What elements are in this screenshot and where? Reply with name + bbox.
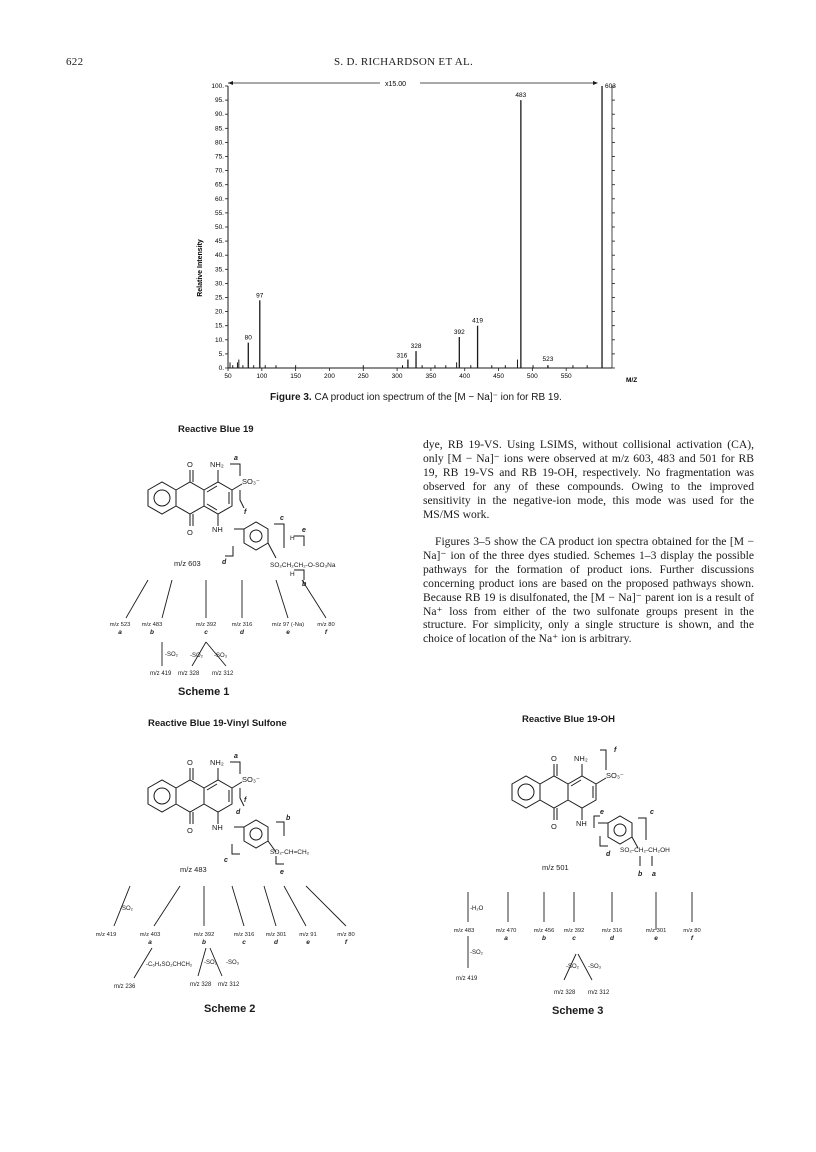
scheme3-nh: NH [576,819,587,828]
scheme1-secondary-1: m/z 419 [150,671,172,677]
scheme2-loss-so3: -SO₃ [226,960,240,966]
scheme2-tag-c: c [224,857,228,864]
scheme1-tag-e: e [302,527,306,534]
scheme3-product-mz: m/z 301 [645,928,667,934]
scheme2-product-tag: f [344,939,348,946]
scheme1-tag-c: c [280,515,284,522]
scheme2-product-mz: m/z 80 [337,932,355,938]
scheme1-carbonyl-top: O [187,460,193,469]
scheme3-secondary-1: m/z 419 [456,976,478,982]
y-tick-label: 75. [214,153,224,161]
y-tick-label: 0. [218,365,224,372]
y-tick-label: 70. [214,167,224,175]
scheme3-label: Scheme 3 [552,1005,604,1017]
y-tick-label: 10. [214,336,224,344]
y-tick-label: 20. [214,308,224,316]
scheme3-product-mz: m/z 456 [533,928,555,934]
scheme3-product-tag: d [610,935,614,942]
scheme1-tag-b: b [302,581,307,588]
scheme2-product-mz: m/z 301 [265,932,287,938]
scheme2-product-tag: a [148,939,152,946]
scheme1-diagram [90,440,420,700]
scheme2-nh2: NH₂ [210,758,224,767]
scheme2-product-tag: b [202,939,206,946]
scheme3-nh2: NH₂ [574,754,588,763]
scheme3-product-mz: m/z 316 [601,928,623,934]
y-tick-label: 5. [218,350,224,358]
scheme1-h-bottom: H [290,571,295,578]
scheme1-tag-f: f [244,509,247,516]
y-tick-label: 35. [214,266,224,274]
scheme3-product-tag: f [690,935,694,942]
scheme3-product-tag: e [654,935,658,942]
magnification-label: x15.00 [385,81,407,88]
scheme1-product-tag: f [324,629,328,636]
scheme3-tag-e: e [600,809,604,816]
scheme3-product-tag: b [542,935,546,942]
caption-label: Figure 3. [270,392,312,403]
scheme1-product-tag: a [118,629,122,636]
scheme3-carbonyl-top: O [551,754,557,763]
scheme3-product-mz: m/z 80 [683,928,701,934]
scheme2-secondary-1: m/z 236 [114,984,136,990]
magnification-bracket [228,81,598,88]
scheme1-product-mz: m/z 97 (-Na) [271,622,305,628]
scheme2-loss-so2-b: -SO₂ [204,960,217,966]
scheme3-product-mz: m/z 483 [453,928,475,934]
scheme3-product-tag: c [572,935,576,942]
spectrum-peak-label: 392 [453,328,465,336]
scheme2-nh: NH [212,823,223,832]
scheme2-title: Reactive Blue 19-Vinyl Sulfone [148,718,287,729]
x-tick-label: 50 [224,373,232,380]
scheme1-product-tag: e [286,629,290,636]
y-axis-label: Relative Intensity [197,239,204,297]
scheme2-side-chain: SO₂-CH=CH₂ [270,849,310,856]
scheme2-diagram [84,740,384,1010]
scheme2-tag-d: d [236,809,241,816]
scheme1-carbonyl-bottom: O [187,528,193,537]
spectrum-peak-label: 97 [256,292,264,300]
caption-text: CA product ion spectrum of the [M − Na]⁻ ion for RB 19. [314,392,562,403]
scheme1-loss-so3: -SO₃ [214,653,228,659]
scheme2-tag-b: b [286,815,291,822]
y-tick-label: 45. [214,238,224,246]
figure-caption [270,392,670,403]
scheme2-product-tag: c [242,939,246,946]
x-tick-label: 200 [324,373,335,380]
scheme2-parent: m/z 483 [180,865,207,874]
spectrum-peak-label: 603 [605,83,616,90]
y-tick-label: 100. [211,83,224,90]
spectrum-chart [180,76,650,388]
scheme2-secondary-2: m/z 328 [190,982,212,988]
scheme2-carbonyl-top: O [187,758,193,767]
scheme2-product-tag: d [274,939,278,946]
x-tick-label: 250 [357,373,369,380]
scheme1-product-mz: m/z 483 [141,622,163,628]
x-tick-label: 150 [290,373,302,380]
scheme2-so3: SO₃⁻ [242,775,260,784]
y-tick-label: 95. [214,97,224,105]
scheme1-label: Scheme 1 [178,686,230,698]
body-paragraph-2: Figures 3–5 show the CA product ion spectra obtained for the [M − Na]⁻ ion of the three dyes studied. Schemes 1–3 display the possible pathways for the formation of product ions. Further discussions concerning product ions are based on the proposed pathways shown. Because RB 19 is disulfonated, the [M − Na]⁻ parent ion is a result of Na⁺ loss from either of the two sulfonate groups present in the structure. For simplicity, only a single structure is shown, and the choice of location of the Na⁺ ion is arbitrary. [423,535,754,646]
scheme3-tag-c: c [650,809,654,816]
scheme1-loss-so2-b: -SO₂ [190,653,203,659]
scheme1-product-mz: m/z 392 [195,622,217,628]
mag-arrow-left [228,81,233,85]
scheme2-product-mz: m/z 403 [139,932,161,938]
scheme3-loss-so3: -SO₃ [588,964,602,970]
scheme3-carbonyl-bottom: O [551,822,557,831]
running-title: S. D. RICHARDSON ET AL. [334,56,474,68]
scheme1-tag-a: a [234,455,238,462]
mag-arrow-right [593,81,598,85]
body-paragraph-1: dye, RB 19-VS. Using LSIMS, without collisional activation (CA), only [M − Na]⁻ ions were observed at m/z 603, 483 and 501 for RB 19, RB 19-VS and RB 19-OH, respectively. No fragmentation was observed for any of these compounds. Owing to the improved sensitivity in the negative-ion mode, this mode was used for the MS/MS work. [423,438,754,521]
scheme2-secondary-3: m/z 312 [218,982,240,988]
x-tick-label: 400 [459,373,471,380]
scheme1-title: Reactive Blue 19 [178,424,254,435]
x-tick-label: 500 [526,373,538,380]
spectrum-peak-label: 316 [396,352,408,360]
scheme1-loss-so2: -SO₂ [165,652,178,658]
scheme3-parent: m/z 501 [542,863,569,872]
scheme3-tag-b: b [638,871,643,878]
scheme2-tag-f: f [244,797,247,804]
scheme2-carbonyl-bottom: O [187,826,193,835]
scheme2-product-mz: m/z 91 [299,932,317,938]
scheme1-nh: NH [212,525,223,534]
y-tick-label: 30. [214,280,224,288]
scheme3-title: Reactive Blue 19-OH [522,714,615,725]
scheme1-product-mz: m/z 316 [231,622,253,628]
y-tick-label: 55. [214,209,224,217]
y-tick-label: 50. [214,224,224,231]
scheme1-tag-d: d [222,559,227,566]
scheme3-product-mz: m/z 392 [563,928,585,934]
scheme3-tag-a: a [652,871,656,878]
y-tick-label: 40. [214,252,224,260]
page-number: 622 [66,56,84,68]
y-tick-label: 60. [214,195,224,203]
y-tick-label: 65. [214,181,224,189]
scheme2-product-mz: m/z 392 [193,932,215,938]
scheme3-loss-so2: -SO₂ [470,950,483,956]
x-tick-label: 100 [256,373,268,380]
figure-3 [180,76,650,393]
x-tick-label: 450 [493,373,504,380]
scheme3-loss-so2-b: -SO₂ [566,964,579,970]
scheme1-h-top: H [290,535,295,542]
y-tick-label: 15. [214,322,224,330]
scheme3-tag-f: f [614,747,617,754]
scheme1-product-tag: b [150,629,154,636]
scheme3-loss-h2o: -H₂O [470,906,484,912]
scheme3-so3: SO₃⁻ [606,771,624,780]
scheme1-product-mz: m/z 523 [109,622,131,628]
scheme1-so3: SO₃⁻ [242,477,260,486]
x-tick-label: 350 [425,373,437,380]
scheme2-tag-e: e [280,869,284,876]
spectrum-peak-label: 328 [410,343,422,351]
scheme3-product-tag: a [504,935,508,942]
scheme3-tag-d: d [606,851,611,858]
scheme3-product-mz: m/z 470 [495,928,517,934]
y-tick-label: 25. [214,294,224,302]
scheme1-product-tag: d [240,629,244,636]
scheme2-label: Scheme 2 [204,1003,256,1015]
y-tick-label: 90. [214,111,224,119]
scheme1-product-tag: c [204,629,208,636]
scheme3-arrows [468,892,692,980]
scheme2-product-mz: m/z 419 [95,932,117,938]
scheme3-side-chain: SO₂-CH₂-CH₂OH [620,847,670,854]
scheme3-secondary-3: m/z 312 [588,990,610,996]
spectrum-peak-label: 483 [515,92,527,100]
scheme1-secondary-3: m/z 312 [212,671,234,677]
y-tick-label: 80. [214,139,224,147]
scheme3-diagram [440,732,740,1022]
spectrum-peak-label: 523 [542,356,554,364]
scheme1-parent: m/z 603 [174,559,201,568]
scheme2-product-mz: m/z 316 [233,932,255,938]
spectrum-peak-label: 80 [244,334,252,342]
spectrum-peak-label: 419 [472,317,484,325]
scheme1-side-chain: SO₂CH₂CH₂-O-SO₃Na [270,562,336,569]
scheme2-anthraquinone [148,762,284,864]
scheme1-secondary-2: m/z 328 [178,671,200,677]
x-tick-label: 300 [391,373,403,380]
scheme2-loss-c6: -C₆H₄SO₂CHCH₂ [146,962,193,968]
scheme2-product-tag: e [306,939,310,946]
scheme1-nh2: NH₂ [210,460,224,469]
chart-peaks [230,86,602,368]
x-axis-label: M/Z [626,377,638,384]
scheme1-product-mz: m/z 80 [317,622,335,628]
y-tick-label: 85. [214,125,224,133]
chart-axes [211,83,615,380]
scheme2-tag-a: a [234,753,238,760]
scheme3-secondary-2: m/z 328 [554,990,576,996]
scheme2-loss-so2: -SO₂ [120,906,133,912]
x-tick-label: 550 [560,373,572,380]
chart-peak-labels [245,83,617,363]
